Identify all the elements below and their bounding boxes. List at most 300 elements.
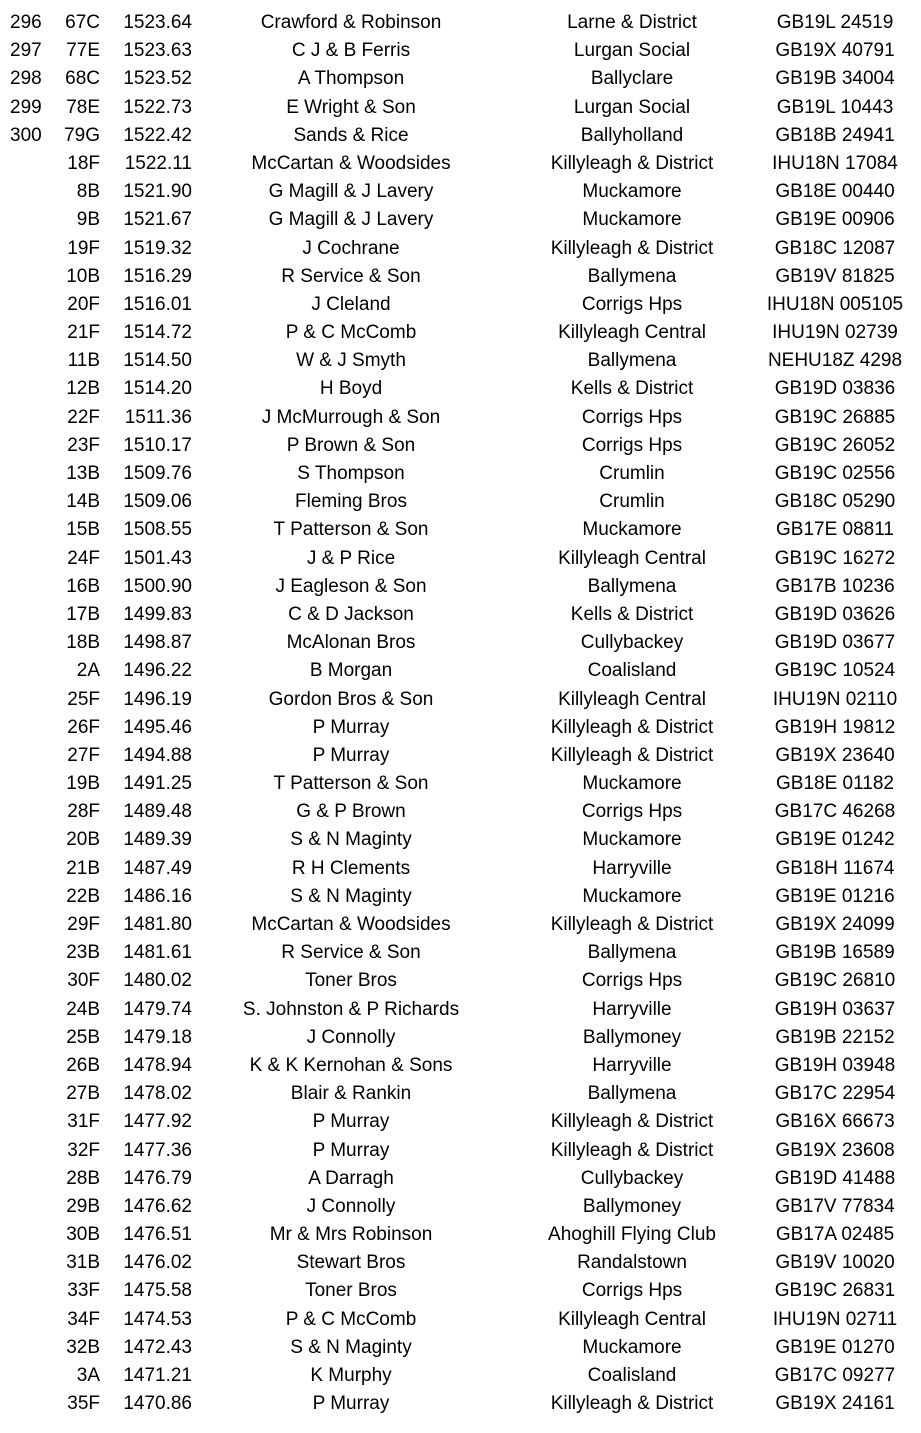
fancier-name-cell: Stewart Bros	[296, 1252, 406, 1274]
ring-number-cell: GB19X 40791	[775, 40, 895, 62]
velocity-cell: 1496.19	[123, 688, 192, 710]
fancier-name-cell: S Thompson	[297, 463, 405, 484]
fancier-name-cell: R Service & Son	[281, 265, 421, 287]
section-cell: 27B	[66, 1083, 100, 1105]
ring-number-cell: GB17C 09277	[774, 1365, 896, 1386]
fancier-name-cell: J Cleland	[311, 293, 391, 315]
ring-number-cell: GB19X 23640	[775, 744, 895, 766]
fancier-name-cell: P Murray	[312, 744, 390, 766]
fancier-name-cell: B Morgan	[309, 660, 393, 682]
table-row	[0, 37, 921, 65]
fancier-name-cell: J Connolly	[306, 1195, 396, 1217]
fancier-name-cell: J Eagleson & Son	[275, 575, 427, 597]
velocity-cell: 1479.18	[123, 1026, 192, 1048]
velocity-cell: 1476.51	[123, 1224, 192, 1246]
club-cell: Kells & District	[570, 603, 694, 625]
ring-number-cell: GB19E 01270	[775, 1336, 895, 1358]
ring-number-cell: GB19C 16272	[774, 547, 896, 569]
club-cell: Muckamore	[582, 181, 682, 203]
club-cell: Muckamore	[582, 885, 682, 907]
velocity-cell: 1523.63	[123, 40, 192, 62]
table-row	[0, 1249, 921, 1277]
ring-number-cell: GB17C 46268	[774, 801, 896, 823]
ring-number-cell: GB19B 16589	[775, 942, 895, 964]
ring-number-cell: GB18B 24941	[775, 124, 895, 146]
ring-number-cell: GB19D 41488	[774, 1167, 896, 1189]
section-cell: 2A	[76, 660, 100, 682]
fancier-name-cell: K Murphy	[310, 1365, 392, 1386]
club-cell: Coalisland	[587, 1365, 677, 1386]
section-cell: 13B	[66, 463, 100, 484]
club-cell: Harryville	[592, 1054, 672, 1076]
fancier-name-cell: J Connolly	[306, 1026, 396, 1048]
fancier-name-cell: P & C McComb	[285, 1308, 417, 1330]
club-cell: Ballyholland	[580, 124, 684, 146]
section-cell: 32F	[67, 1139, 100, 1161]
section-cell: 28B	[66, 1167, 100, 1189]
velocity-cell: 1521.90	[123, 181, 192, 203]
club-cell: Cullybackey	[580, 1167, 684, 1189]
section-cell: 77E	[66, 40, 100, 62]
section-cell: 20B	[66, 829, 100, 851]
fancier-name-cell: McCartan & Woodsides	[251, 152, 451, 174]
table-row	[0, 629, 921, 657]
section-cell: 30F	[67, 970, 100, 992]
club-cell: Crumlin	[599, 463, 665, 484]
table-row	[0, 347, 921, 375]
ring-number-cell: IHU18N 17084	[772, 152, 898, 174]
section-cell: 21F	[67, 322, 100, 344]
velocity-cell: 1501.43	[123, 547, 192, 569]
club-cell: Larne & District	[567, 12, 697, 33]
section-cell: 11B	[67, 350, 100, 372]
club-cell: Corrigs Hps	[581, 970, 683, 992]
section-cell: 25B	[66, 1026, 100, 1048]
velocity-cell: 1511.36	[124, 406, 192, 428]
club-cell: Killyleagh & District	[550, 744, 714, 766]
section-cell: 35F	[67, 1393, 100, 1415]
section-cell: 12B	[66, 378, 100, 400]
table-row	[0, 150, 921, 178]
position-cell: 300	[10, 124, 42, 146]
club-cell: Killyleagh Central	[558, 1308, 706, 1330]
ring-number-cell: IHU19N 02110	[772, 688, 898, 710]
ring-number-cell: IHU18N 005105	[766, 293, 904, 315]
velocity-cell: 1487.49	[123, 857, 192, 879]
ring-number-cell: GB19C 26831	[774, 1280, 896, 1302]
fancier-name-cell: Toner Bros	[305, 1280, 397, 1302]
club-cell: Killyleagh & District	[550, 914, 714, 935]
table-row	[0, 798, 921, 826]
velocity-cell: 1481.80	[123, 914, 192, 935]
club-cell: Ballymoney	[582, 1195, 682, 1217]
fancier-name-cell: Fleming Bros	[295, 491, 407, 513]
table-row	[0, 742, 921, 770]
velocity-cell: 1480.02	[123, 970, 192, 992]
section-cell: 78E	[66, 96, 100, 118]
club-cell: Killyleagh & District	[550, 1111, 714, 1133]
ring-number-cell: GB19C 02556	[774, 463, 896, 484]
fancier-name-cell: T Patterson & Son	[273, 519, 429, 541]
table-row	[0, 770, 921, 798]
section-cell: 31B	[66, 1252, 100, 1274]
table-row	[0, 206, 921, 234]
table-row	[0, 657, 921, 685]
table-row	[0, 1390, 921, 1418]
table-row	[0, 263, 921, 291]
ring-number-cell: GB19B 22152	[775, 1026, 895, 1048]
ring-number-cell: GB18E 01182	[776, 773, 894, 795]
club-cell: Killyleagh & District	[550, 237, 714, 259]
ring-number-cell: GB19X 24099	[775, 914, 895, 935]
ring-number-cell: GB19C 26810	[774, 970, 896, 992]
fancier-name-cell: P Brown & Son	[286, 434, 416, 456]
fancier-name-cell: P Murray	[312, 1139, 390, 1161]
club-cell: Harryville	[592, 998, 672, 1020]
fancier-name-cell: G Magill & J Lavery	[268, 209, 434, 231]
ring-number-cell: GB17B 10236	[775, 575, 895, 597]
section-cell: 34F	[67, 1308, 100, 1330]
fancier-name-cell: Sands & Rice	[293, 124, 409, 146]
club-cell: Ahoghill Flying Club	[548, 1224, 716, 1246]
club-cell: Ballymena	[587, 575, 677, 597]
section-cell: 30B	[66, 1224, 100, 1246]
velocity-cell: 1477.36	[123, 1139, 192, 1161]
fancier-name-cell: H Boyd	[319, 378, 383, 400]
velocity-cell: 1516.29	[123, 265, 192, 287]
club-cell: Killyleagh & District	[550, 716, 714, 738]
velocity-cell: 1491.25	[123, 773, 192, 795]
club-cell: Lurgan Social	[573, 96, 691, 118]
velocity-cell: 1476.02	[123, 1252, 192, 1274]
fancier-name-cell: Toner Bros	[305, 970, 397, 992]
ring-number-cell: GB19E 00906	[775, 209, 895, 231]
section-cell: 24B	[66, 998, 100, 1020]
fancier-name-cell: T Patterson & Son	[273, 773, 429, 795]
section-cell: 16B	[66, 575, 100, 597]
ring-number-cell: GB19E 01242	[775, 829, 895, 851]
section-cell: 21B	[66, 857, 100, 879]
ring-number-cell: GB19X 24161	[775, 1393, 895, 1415]
club-cell: Muckamore	[582, 209, 682, 231]
table-row	[0, 1306, 921, 1334]
section-cell: 10B	[66, 265, 100, 287]
velocity-cell: 1489.48	[123, 801, 192, 823]
club-cell: Ballymena	[587, 1083, 677, 1105]
fancier-name-cell: C & D Jackson	[288, 603, 414, 625]
table-row	[0, 883, 921, 911]
ring-number-cell: GB19H 03637	[774, 998, 896, 1020]
club-cell: Kells & District	[570, 378, 694, 400]
velocity-cell: 1523.64	[123, 12, 192, 33]
table-row	[0, 1024, 921, 1052]
club-cell: Muckamore	[582, 773, 682, 795]
velocity-cell: 1514.20	[123, 378, 192, 400]
section-cell: 28F	[67, 801, 100, 823]
fancier-name-cell: P Murray	[312, 1393, 390, 1415]
table-row	[0, 291, 921, 319]
fancier-name-cell: R Service & Son	[281, 942, 421, 964]
ring-number-cell: GB19D 03836	[774, 378, 896, 400]
velocity-cell: 1496.22	[123, 660, 192, 682]
table-row	[0, 1277, 921, 1305]
table-row	[0, 65, 921, 93]
section-cell: 32B	[66, 1336, 100, 1358]
fancier-name-cell: McAlonan Bros	[286, 632, 416, 654]
club-cell: Killyleagh & District	[550, 152, 714, 174]
table-row	[0, 714, 921, 742]
club-cell: Crumlin	[599, 491, 665, 513]
club-cell: Lurgan Social	[573, 40, 691, 62]
club-cell: Corrigs Hps	[581, 1280, 683, 1302]
fancier-name-cell: Crawford & Robinson	[260, 12, 442, 33]
section-cell: 79G	[64, 124, 100, 146]
table-row	[0, 1193, 921, 1221]
table-row	[0, 1165, 921, 1193]
fancier-name-cell: P Murray	[312, 1111, 390, 1133]
ring-number-cell: GB19L 10443	[776, 96, 894, 118]
velocity-cell: 1476.62	[123, 1195, 192, 1217]
section-cell: 24F	[67, 547, 100, 569]
table-row	[0, 178, 921, 206]
table-row	[0, 826, 921, 854]
section-cell: 33F	[67, 1280, 100, 1302]
section-cell: 22B	[66, 885, 100, 907]
ring-number-cell: NEHU18Z 4298	[767, 350, 903, 372]
ring-number-cell: GB19D 03677	[774, 632, 896, 654]
ring-number-cell: GB19B 34004	[775, 68, 895, 90]
table-row	[0, 432, 921, 460]
table-row	[0, 1362, 921, 1390]
club-cell: Corrigs Hps	[581, 434, 683, 456]
club-cell: Ballymena	[587, 350, 677, 372]
velocity-cell: 1522.42	[123, 124, 192, 146]
fancier-name-cell: J Cochrane	[302, 237, 400, 259]
table-row	[0, 545, 921, 573]
section-cell: 8B	[76, 181, 100, 203]
table-row	[0, 855, 921, 883]
table-row	[0, 375, 921, 403]
section-cell: 15B	[66, 519, 100, 541]
fancier-name-cell: G & P Brown	[296, 801, 406, 823]
table-row	[0, 1137, 921, 1165]
position-cell: 296	[10, 12, 42, 33]
table-row	[0, 235, 921, 263]
club-cell: Killyleagh Central	[558, 547, 706, 569]
section-cell: 22F	[67, 406, 100, 428]
ring-number-cell: GB19C 26052	[774, 434, 896, 456]
section-cell: 67C	[65, 12, 100, 33]
velocity-cell: 1508.55	[123, 519, 192, 541]
velocity-cell: 1523.52	[123, 68, 192, 90]
velocity-cell: 1489.39	[123, 829, 192, 851]
section-cell: 18F	[67, 152, 100, 174]
table-row	[0, 967, 921, 995]
velocity-cell: 1509.06	[123, 491, 192, 513]
velocity-cell: 1495.46	[123, 716, 192, 738]
fancier-name-cell: Gordon Bros & Son	[268, 688, 434, 710]
velocity-cell: 1474.53	[123, 1308, 192, 1330]
ring-number-cell: GB17E 08811	[776, 519, 894, 541]
fancier-name-cell: C J & B Ferris	[291, 40, 411, 62]
ring-number-cell: GB18H 11674	[775, 857, 895, 879]
ring-number-cell: GB19X 23608	[775, 1139, 895, 1161]
ring-number-cell: GB19D 03626	[774, 603, 896, 625]
velocity-cell: 1476.79	[123, 1167, 192, 1189]
ring-number-cell: GB18E 00440	[775, 181, 895, 203]
section-cell: 26F	[67, 716, 100, 738]
position-cell: 297	[10, 40, 42, 62]
ring-number-cell: IHU19N 02739	[772, 322, 898, 344]
table-row	[0, 911, 921, 939]
velocity-cell: 1519.32	[123, 237, 192, 259]
ring-number-cell: GB18C 12087	[774, 237, 896, 259]
fancier-name-cell: E Wright & Son	[286, 96, 416, 118]
ring-number-cell: GB19H 19812	[774, 716, 896, 738]
table-row	[0, 686, 921, 714]
table-row	[0, 1221, 921, 1249]
table-row	[0, 9, 921, 37]
table-row	[0, 94, 921, 122]
table-row	[0, 996, 921, 1024]
fancier-name-cell: Blair & Rankin	[290, 1083, 412, 1105]
club-cell: Harryville	[592, 857, 672, 879]
table-row	[0, 122, 921, 150]
ring-number-cell: GB19H 03948	[774, 1054, 896, 1076]
velocity-cell: 1509.76	[123, 463, 192, 484]
section-cell: 29F	[67, 914, 100, 935]
fancier-name-cell: W & J Smyth	[296, 350, 406, 372]
velocity-cell: 1481.61	[123, 942, 192, 964]
velocity-cell: 1521.67	[123, 209, 192, 231]
ring-number-cell: IHU19N 02711	[772, 1308, 898, 1330]
velocity-cell: 1522.73	[123, 96, 192, 118]
table-row	[0, 488, 921, 516]
velocity-cell: 1486.16	[123, 885, 192, 907]
fancier-name-cell: G Magill & J Lavery	[268, 181, 434, 203]
ring-number-cell: GB19C 10524	[774, 660, 896, 682]
velocity-cell: 1499.83	[123, 603, 192, 625]
club-cell: Corrigs Hps	[581, 293, 683, 315]
ring-number-cell: GB19V 10020	[775, 1252, 895, 1274]
fancier-name-cell: P Murray	[312, 716, 390, 738]
velocity-cell: 1498.87	[123, 632, 192, 654]
ring-number-cell: GB19V 81825	[775, 265, 895, 287]
table-row	[0, 1334, 921, 1362]
fancier-name-cell: P & C McComb	[285, 322, 417, 344]
velocity-cell: 1471.21	[123, 1365, 192, 1386]
velocity-cell: 1472.43	[123, 1336, 192, 1358]
section-cell: 31F	[67, 1111, 100, 1133]
velocity-cell: 1510.17	[123, 434, 192, 456]
section-cell: 23B	[66, 942, 100, 964]
section-cell: 19B	[66, 773, 100, 795]
section-cell: 29B	[66, 1195, 100, 1217]
table-row	[0, 1052, 921, 1080]
club-cell: Muckamore	[582, 1336, 682, 1358]
velocity-cell: 1477.92	[123, 1111, 192, 1133]
position-cell: 299	[10, 96, 42, 118]
ring-number-cell: GB19C 26885	[774, 406, 896, 428]
section-cell: 68C	[65, 68, 100, 90]
club-cell: Killyleagh & District	[550, 1139, 714, 1161]
fancier-name-cell: A Darragh	[308, 1167, 394, 1189]
results-table	[0, 9, 921, 1418]
position-cell: 298	[10, 68, 42, 90]
velocity-cell: 1514.72	[123, 322, 192, 344]
table-row	[0, 319, 921, 347]
velocity-cell: 1514.50	[123, 350, 192, 372]
table-row	[0, 573, 921, 601]
section-cell: 20F	[67, 293, 100, 315]
ring-number-cell: GB17A 02485	[775, 1224, 895, 1246]
fancier-name-cell: S & N Maginty	[290, 885, 412, 907]
fancier-name-cell: S & N Maginty	[290, 1336, 412, 1358]
ring-number-cell: GB16X 66673	[775, 1111, 895, 1133]
fancier-name-cell: K & K Kernohan & Sons	[249, 1054, 453, 1076]
velocity-cell: 1516.01	[123, 293, 192, 315]
velocity-cell: 1479.74	[123, 998, 192, 1020]
ring-number-cell: GB18C 05290	[774, 491, 896, 513]
velocity-cell: 1470.86	[123, 1393, 192, 1415]
club-cell: Randalstown	[577, 1252, 687, 1274]
table-row	[0, 939, 921, 967]
ring-number-cell: GB19L 24519	[776, 12, 894, 33]
club-cell: Muckamore	[582, 519, 682, 541]
section-cell: 3A	[76, 1365, 100, 1386]
section-cell: 17B	[66, 603, 100, 625]
velocity-cell: 1500.90	[123, 575, 192, 597]
club-cell: Ballymoney	[582, 1026, 682, 1048]
fancier-name-cell: S & N Maginty	[290, 829, 412, 851]
table-row	[0, 460, 921, 488]
velocity-cell: 1478.02	[123, 1083, 192, 1105]
section-cell: 18B	[66, 632, 100, 654]
fancier-name-cell: A Thompson	[297, 68, 405, 90]
club-cell: Muckamore	[582, 829, 682, 851]
section-cell: 27F	[67, 744, 100, 766]
section-cell: 26B	[66, 1054, 100, 1076]
fancier-name-cell: J McMurrough & Son	[261, 406, 441, 428]
fancier-name-cell: McCartan & Woodsides	[251, 914, 451, 935]
table-row	[0, 404, 921, 432]
club-cell: Corrigs Hps	[581, 801, 683, 823]
ring-number-cell: GB17V 77834	[775, 1195, 895, 1217]
table-row	[0, 1080, 921, 1108]
section-cell: 9B	[76, 209, 100, 231]
club-cell: Ballymena	[587, 265, 677, 287]
club-cell: Killyleagh Central	[558, 688, 706, 710]
club-cell: Corrigs Hps	[581, 406, 683, 428]
table-row	[0, 516, 921, 544]
club-cell: Killyleagh & District	[550, 1393, 714, 1415]
section-cell: 25F	[67, 688, 100, 710]
club-cell: Coalisland	[587, 660, 677, 682]
section-cell: 14B	[66, 491, 100, 513]
fancier-name-cell: Mr & Mrs Robinson	[269, 1224, 433, 1246]
section-cell: 19F	[67, 237, 100, 259]
velocity-cell: 1478.94	[123, 1054, 192, 1076]
club-cell: Cullybackey	[580, 632, 684, 654]
velocity-cell: 1494.88	[123, 744, 192, 766]
velocity-cell: 1522.11	[124, 152, 192, 174]
fancier-name-cell: J & P Rice	[306, 547, 396, 569]
ring-number-cell: GB17C 22954	[774, 1083, 896, 1105]
club-cell: Ballymena	[587, 942, 677, 964]
section-cell: 23F	[67, 434, 100, 456]
fancier-name-cell: S. Johnston & P Richards	[242, 998, 460, 1020]
ring-number-cell: GB19E 01216	[775, 885, 895, 907]
